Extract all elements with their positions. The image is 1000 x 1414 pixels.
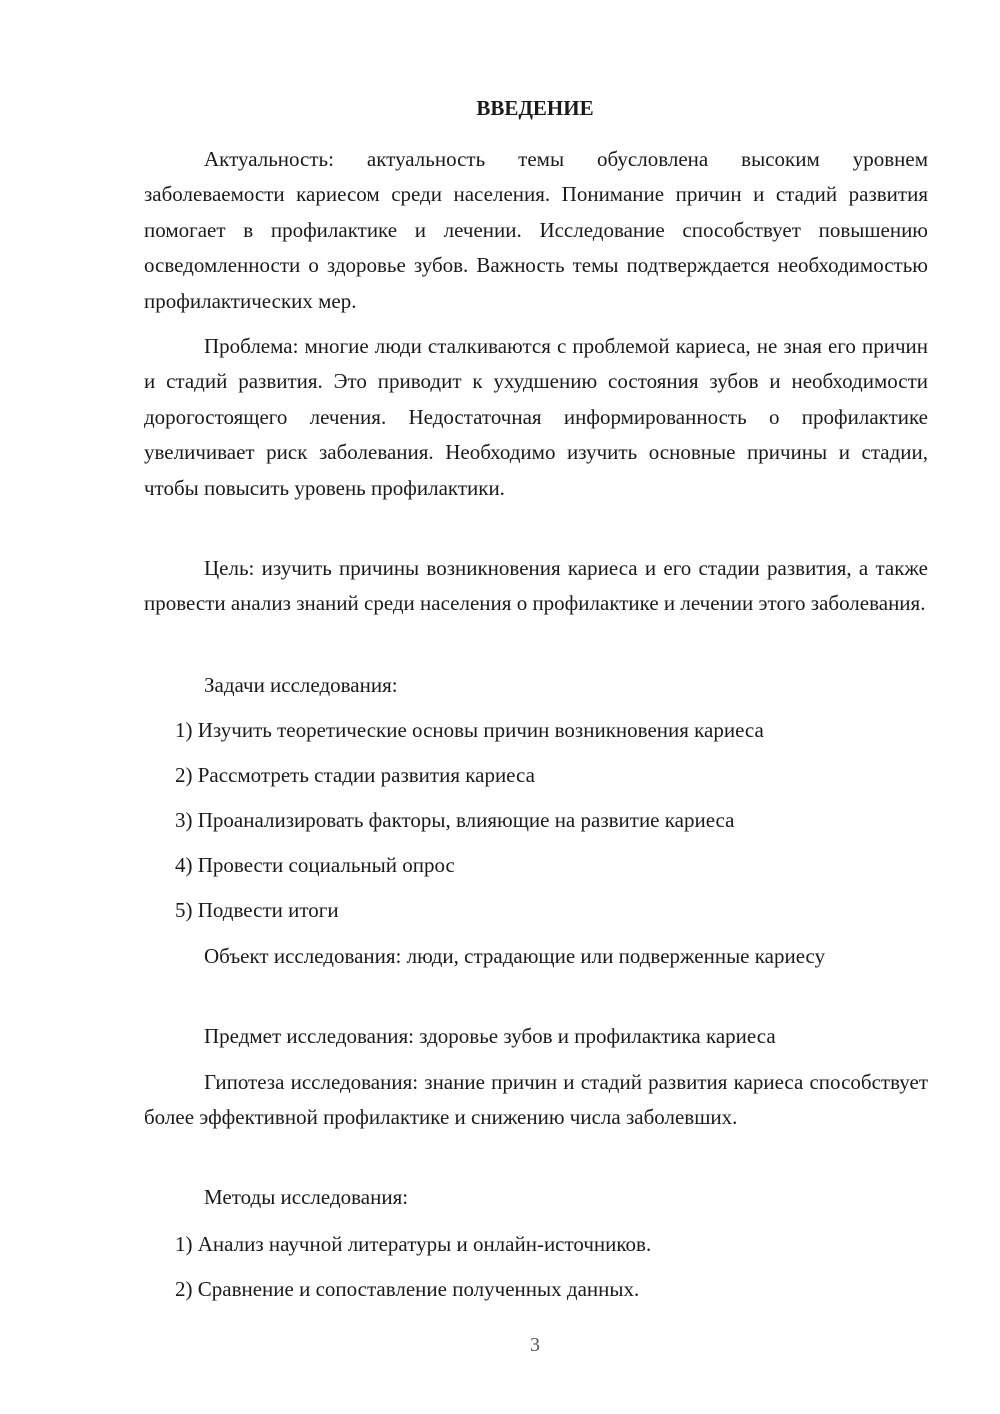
task-item: 5) Подвести итоги	[175, 898, 339, 922]
tasks-heading: Задачи исследования:	[204, 673, 398, 697]
object-paragraph: Объект исследования: люди, страдающие или подверженные кариесу	[204, 944, 826, 968]
method-item: 2) Сравнение и сопоставление полученных данных.	[175, 1277, 640, 1301]
page-title: ВВЕДЕНИЕ	[476, 96, 594, 120]
task-item: 3) Проанализировать факторы, влияющие на развитие кариеса	[175, 808, 735, 832]
goal-paragraph: Цель: изучить причины возникновения кариеса и его стадии развития, а также провести анализ знаний среди населения о профилактике и лечении этого заболевания.	[144, 556, 928, 616]
task-item: 1) Изучить теоретические основы причин возникновения кариеса	[175, 718, 764, 742]
hypothesis-paragraph: Гипотеза исследования: знание причин и стадий развития кариеса способствует более эффективной профилактике и снижению числа заболевших.	[144, 1070, 928, 1130]
page-number: 3	[530, 1334, 540, 1356]
problem-paragraph: Проблема: многие люди сталкиваются с проблемой кариеса, не зная его причин и стадий развития. Это приводит к ухудшению состояния зубов и необходимости дорогостоящего лечения. Недостаточная информированность о профилактике увеличивает риск заболевания. Необходимо изучить основные причины и стадии, чтобы повысить уровень профилактики.	[144, 334, 928, 500]
task-item: 4) Провести социальный опрос	[175, 853, 455, 877]
task-item: 2) Рассмотреть стадии развития кариеса	[175, 763, 535, 787]
subject-paragraph: Предмет исследования: здоровье зубов и профилактика кариеса	[204, 1024, 776, 1048]
methods-heading: Методы исследования:	[204, 1185, 409, 1209]
method-item: 1) Анализ научной литературы и онлайн-источников.	[175, 1232, 652, 1256]
relevance-paragraph: Актуальность: актуальность темы обусловлена высоким уровнем заболеваемости кариесом среди населения. Понимание причин и стадий развития помогает в профилактике и лечении. Исследование способствует повышению осведомленности о здоровье зубов. Важность темы подтверждается необходимостью профилактических мер.	[144, 147, 928, 313]
